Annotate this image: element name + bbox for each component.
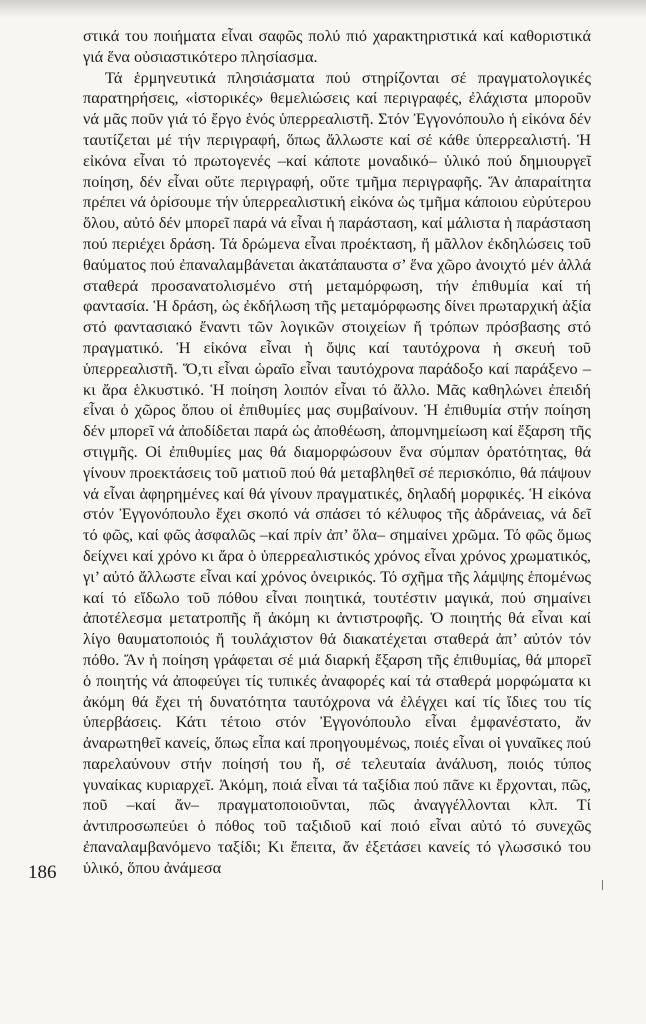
paragraph-continuation: στικά του ποιήματα εἶναι σαφῶς πολύ πιό χαρακτηριστικά καί καθοριστικά γιά ἕνα οὐσιαστικότερο πλησίασμα. [83, 26, 591, 66]
page-number: 186 [28, 862, 57, 883]
body-text [83, 26, 591, 879]
scan-top-edge [0, 0, 646, 18]
paragraph: Τά ἑρμηνευτικά πλησιάσματα πού στηρίζονται σέ πραγματολογικές παρατηρήσεις, «ἱστορικές» θεμελιώσεις καί περιγραφές, ἐλάχιστα μποροῦν νά μᾶς ποῦν γιά τό ἔργο ἑνός ὑπερρεαλιστῆ. Στόν Ἐγγονόπουλο ἡ εἰκόνα δέν ταυτίζεται μέ τήν περιγραφή, ὅπως ἄλλωστε καί σέ κάθε ὑπερρεαλιστή. Ἡ εἰκόνα εἶναι τό πρωτογενές –καί κάποτε μοναδικό– ὑλικό πού δημιουργεῖ ποίηση, δέν εἶναι οὔτε περιγραφή, οὔτε τμῆμα περιγραφῆς. Ἄν ἀπαραίτητα πρέπει νά ὁρίσουμε τήν ὑπερρεαλιστική εἰκόνα ὡς τμῆμα κάποιου εὐρύτερου ὅλου, αὐτό δέν μπορεῖ παρά νά εἶναι ἡ παράσταση, καί μάλιστα ἡ παράσταση πού περιέχει δράση. Τά δρώμενα εἶναι προέκταση, ἤ μᾶλλον ἐκδηλώσεις τοῦ θαύματος πού ἐπαναλαμβάνεται ἀκατάπαυστα σ’ ἕνα χῶρο ἀνοιχτό μέν ἀλλά σταθερά προσανατολισμένο στή μεταμόρφωση, τήν ἐπιθυμία καί τή φαντασία. Ἡ δράση, ὡς ἐκδήλωση τῆς μεταμόρφωσης δίνει πρωταρχική ἀξία στό φαντασιακό ἔναντι τῶν λογικῶν στοιχείων ἤ τρόπων πρόσβασης στό πραγματικό. Ἡ εἰκόνα εἶναι ἡ ὄψις καί ταυτόχρονα ἡ σκευή τοῦ ὑπερρεαλιστῆ. Ὅ,τι εἶναι ὡραῖο εἶναι ταυτόχρονα παράδοξο καί παράξενο – κι ἄρα ἑλκυστικό. Ἡ ποίηση λοιπόν εἶναι τό ἄλλο. Μᾶς καθηλώνει ἐπειδή εἶναι ὁ χῶρος ὅπου οἱ ἐπιθυμίες μας συμβαίνουν. Ἡ ἐπιθυμία στήν ποίηση δέν μπορεῖ νά ἀποδίδεται παρά ὡς ἀποθέωση, ἀπομνημείωση καί ἔξαρση τῆς στιγμῆς. Οἱ ἐπιθυμίες μας θά διαμορφώσουν ἕνα σύμπαν ὁρατότητας, θά γίνουν προεκτάσεις τοῦ ματιοῦ πού θά μεταβληθεῖ σέ περισκόπιο, θά πάψουν νά εἶναι ἀφηρημένες καί θά γίνουν πραγματικές, δηλαδή μορφικές. Ἡ εἰκόνα στόν Ἐγγονόπουλο ἔχει σκοπό νά σπάσει τό κέλυφος τῆς ἀδράνειας, νά δεῖ τό φῶς, καί φῶς ἀσφαλῶς –καί πρίν ἀπ’ ὅλα– σημαίνει χρῶμα. Τό φῶς ὅμως δείχνει καί χρόνο κι ἄρα ὁ ὑπερρεαλιστικός χρόνος εἶναι χρόνος χρωματικός, γι’ αὐτό ἄλλωστε εἶναι καί χρόνος ὀνειρικός. Τό σχῆμα τῆς λάμψης ἑπομένως καί τό εἴδωλο τοῦ πόθου εἶναι ποιητικά, τουτέστιν μαγικά, πού σημαίνει ἀποτέλεσμα μετατροπῆς ἤ ἀκόμη κι ἀντιστροφῆς. Ὁ ποιητής θά εἶναι καί λίγο θαυματοποιός ἤ τουλάχιστον θά διακατέχεται σταθερά ἀπ’ αὐτόν τόν πόθο. Ἄν ἡ ποίηση γράφεται σέ μιά διαρκή ἔξαρση τῆς ἐπιθυμίας, θά μπορεῖ ὁ ποιητής νά ἀποφεύγει τίς τυπικές ἀναφορές καί τά σταθερά μορφώματα κι ἀκόμη θά ἔχει τή δυνατότητα ταυτόχρονα νά ἐλέγχει καί τίς ἴδιες του τίς ὑπερβάσεις. Κάτι τέτοιο στόν Ἐγγονόπουλο εἶναι ἐμφανέστατο, ἄν ἀναρωτηθεῖ κανείς, ὅπως εἶπα καί προηγουμένως, ποιές εἶναι οἱ γυναῖκες πού παρελαύνουν στήν ποίησή του ἤ, σέ τελευταία ἀνάλυση, ποιός τύπος γυναίκας κυριαρχεῖ. Ἀκόμη, ποιά εἶναι τά ταξίδια πού πᾶνε κι ἔρχονται, πῶς, ποῦ –καί ἄν– πραγματοποιοῦνται, πῶς ἀναγγέλλονται κλπ. Τί ἀντιπροσωπεύει ὁ πόθος τοῦ ταξιδιοῦ καί ποιό εἶναι αὐτό τό συνεχῶς ἐπαναλαμβανόμενο ταξίδι; Κι ἔπειτα, ἄν ἐξετάσει κανείς τό γλωσσικό του ὑλικό, ὅπου ἀνάμεσα [83, 67, 591, 877]
margin-mark [602, 880, 603, 890]
